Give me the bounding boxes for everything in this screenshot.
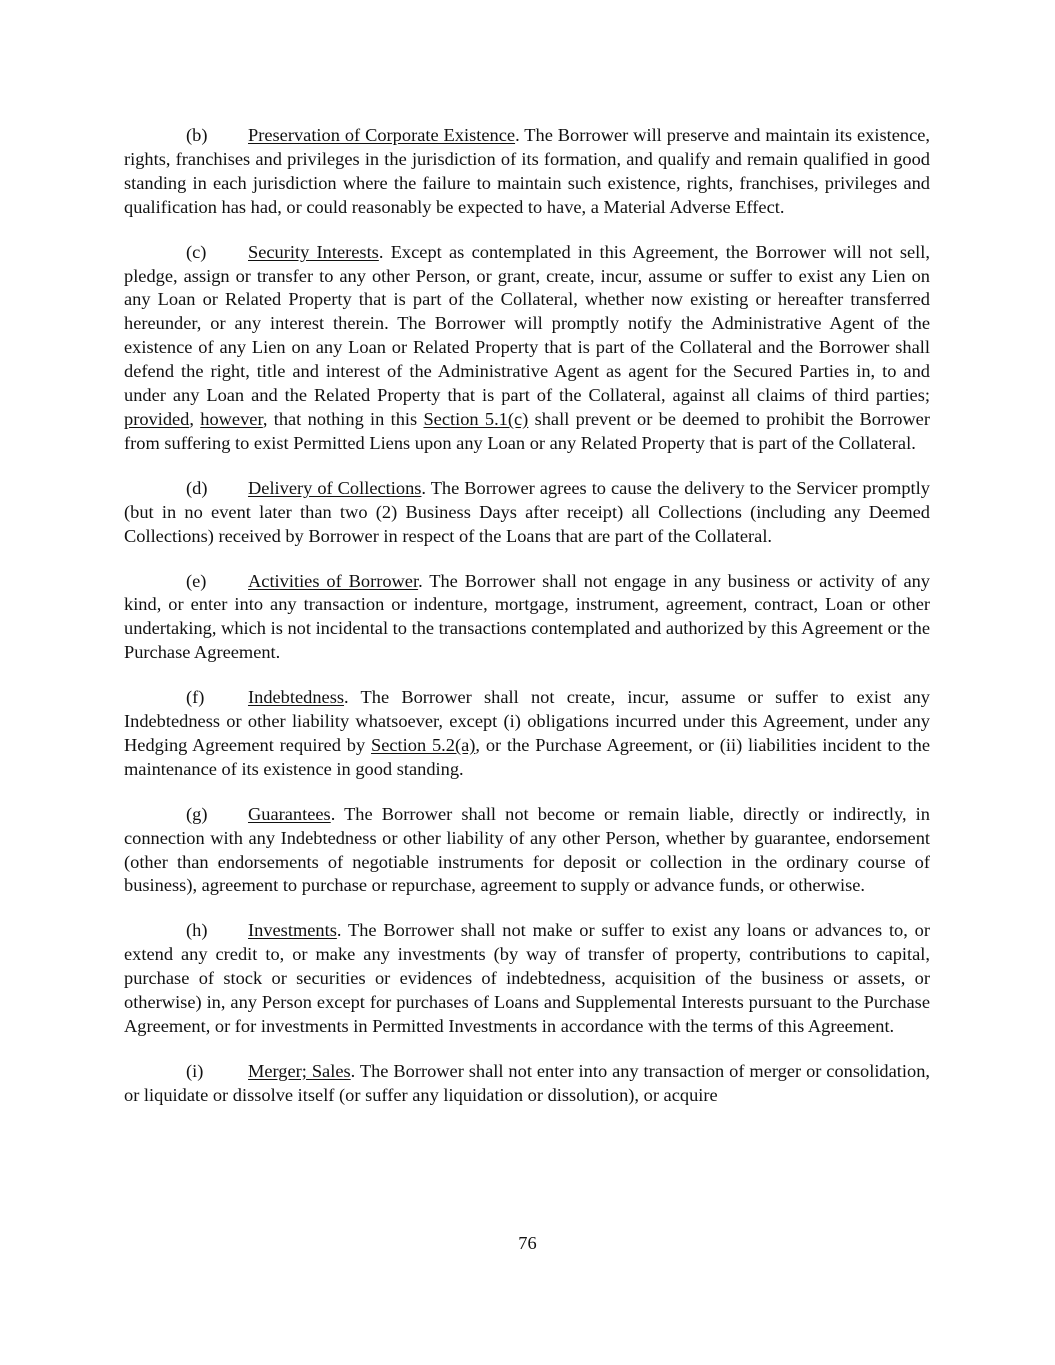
page-number: 76 (518, 1233, 537, 1253)
paragraph-heading: Delivery of Collections (248, 477, 422, 498)
paragraph-heading: Merger; Sales (248, 1060, 351, 1081)
section-paragraph (124, 686, 930, 782)
section-paragraph (124, 241, 930, 456)
heading-separator: . (344, 687, 361, 708)
paragraph-heading: Investments (248, 920, 337, 941)
paragraph-text: , or the Purchase Agreement, or (ii) liabilities incident to the maintenance of its existence in good standing. (124, 734, 930, 779)
paragraph-text: The Borrower shall not create, incur, assume or suffer to exist any Indebtedness or other liability whatsoever, except (i) obligations incurred under this Agreement, under any Hedging Agreement required by (124, 687, 930, 755)
paragraph-text: The Borrower will preserve and maintain its existence, rights, franchises and privileges in the jurisdiction of its formation, and qualify and remain qualified in good standing in each jurisdiction where the failure to maintain such existence, rights, franchises, privileges and qualification has had, or could reasonably be expected to have, a Material Adverse Effect. (124, 125, 930, 217)
paragraph-text: The Borrower shall not engage in any business or activity of any kind, or enter into any transaction or indenture, mortgage, instrument, agreement, contract, Loan or other undertaking, which is not incidental to the transactions contemplated and authorized by this Agreement or the Purchase Agreement. (124, 570, 930, 663)
section-paragraph (124, 803, 930, 899)
paragraph-text: shall prevent or be deemed to prohibit the Borrower from suffering to exist Permitted Liens upon any Loan or any Related Property that is part of the Collateral. (124, 408, 930, 453)
paragraph-heading: Preservation of Corporate Existence (248, 125, 516, 145)
heading-separator: . (515, 125, 525, 145)
heading-separator: . (336, 920, 348, 941)
paragraph-label: (h) (186, 920, 208, 941)
paragraph-text: The Borrower agrees to cause the delivery to the Servicer promptly (but in no event later than two (2) Business Days after receipt) all Collections (including any Deemed Collections) received by Borrower in respect of the Loans that are part of the Collateral. (124, 477, 930, 546)
heading-separator: . (350, 1060, 360, 1081)
section-paragraph (124, 477, 930, 549)
underlined-term: provided (124, 408, 190, 429)
heading-separator: . (378, 241, 391, 262)
heading-separator: . (421, 477, 431, 498)
paragraph-label: (b) (186, 125, 208, 145)
paragraph-label: (i) (186, 1060, 204, 1081)
underlined-term: however (200, 408, 263, 429)
paragraph-heading: Guarantees (248, 803, 331, 824)
paragraph-label: (c) (186, 241, 207, 262)
paragraph-text: The Borrower shall not become or remain liable, directly or indirectly, in connection with any Indebtedness or other liability of any other Person, whether by guarantee, endorsement (other than endorsements of negotiable instruments for deposit or collection in the ordinary course of business), agreement to purchase or repurchase, agreement to supply or advance funds, or otherwise. (124, 803, 930, 896)
paragraph-label: (e) (186, 570, 207, 591)
paragraph-text: Except as contemplated in this Agreement, the Borrower will not sell, pledge, assign or transfer to any other Person, or grant, create, incur, assume or suffer to exist any Lien on any Loan or Related Property that is part of the Collateral, whether now existing or hereafter transferred hereunder, or any interest therein. The Borrower will promptly notify the Administrative Agent of the existence of any Lien on any Loan or Related Property that is part of the Collateral and the Borrower shall defend the right, title and interest of the Administrative Agent as agent for the Secured Parties in, to and under any Loan and the Related Property that is part of the Collateral, against all claims of third parties; (124, 241, 931, 406)
paragraph-label: (f) (186, 687, 205, 708)
paragraph-heading: Indebtedness (248, 687, 345, 708)
paragraph-text: , that nothing in this (262, 408, 424, 429)
section-paragraph (124, 570, 930, 666)
paragraph-text: , (189, 408, 201, 429)
paragraph-label: (g) (186, 803, 208, 824)
document-page (124, 124, 930, 1129)
heading-separator: . (418, 570, 430, 591)
underlined-term: Section 5.2(a) (371, 734, 476, 755)
section-paragraph (124, 919, 930, 1039)
paragraph-label: (d) (186, 477, 208, 498)
heading-separator: . (330, 803, 345, 824)
paragraph-text: The Borrower shall not make or suffer to exist any loans or advances to, or extend any credit to, or make any investments (by way of transfer of property, contributions to capital, purchase of stock or securities or evidences of indebtedness, acquisition of the business or assets, or otherwise) in, any Person except for purchases of Loans and Supplemental Interests pursuant to the Purchase Agreement, or for investments in Permitted Investments in accordance with the terms of this Agreement. (124, 920, 930, 1036)
paragraph-text: The Borrower shall not enter into any transaction of merger or consolidation, or liquidate or dissolve itself (or suffer any liquidation or dissolution), or acquire (124, 1060, 930, 1105)
paragraph-heading: Activities of Borrower (248, 570, 419, 591)
paragraph-heading: Security Interests (248, 241, 379, 262)
section-paragraph (124, 1060, 930, 1108)
section-paragraph (124, 124, 930, 220)
underlined-term: Section 5.1(c) (423, 408, 529, 429)
